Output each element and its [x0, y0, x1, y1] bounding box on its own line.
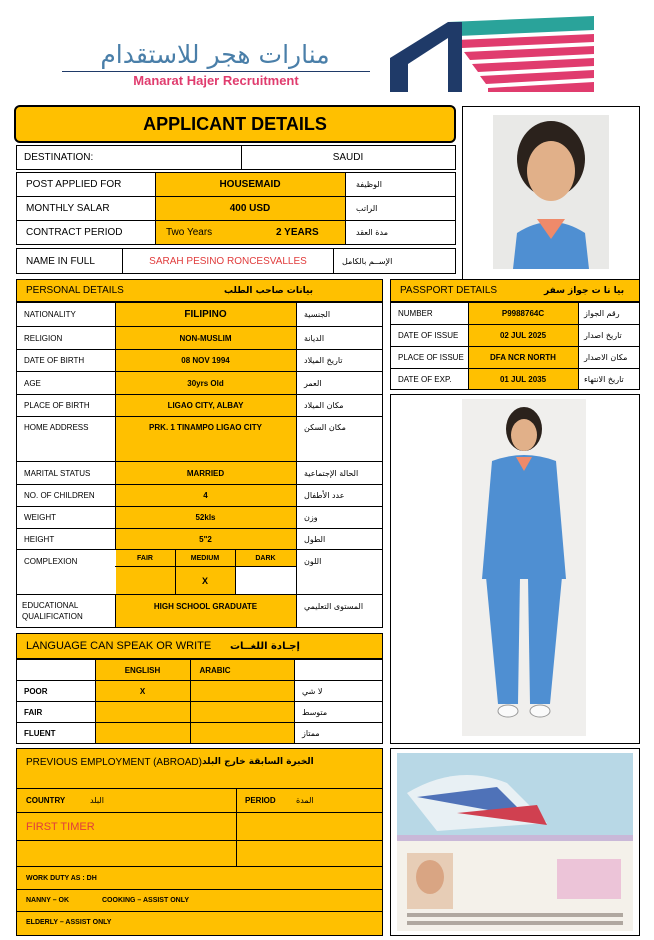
- personal-arabic-dob: تاريخ الميلاد: [304, 356, 343, 365]
- personal-value-weight: 52kls: [195, 513, 216, 522]
- page-title-text: APPLICANT DETAILS: [143, 113, 327, 134]
- personal-value-marital: MARRIED: [186, 468, 225, 478]
- passport-label-number: NUMBER: [398, 309, 433, 318]
- language-english-fluent: [95, 723, 190, 743]
- personal-label-age: AGE: [24, 378, 41, 388]
- passport-photo-frame: [390, 748, 640, 936]
- fullbody-photo-frame: [390, 394, 640, 744]
- personal-label-children: NO. OF CHILDREN: [24, 491, 95, 500]
- language-english-fair: [95, 702, 190, 722]
- job-label-contract: CONTRACT PERIOD: [26, 227, 123, 238]
- personal-label-dob: DATE OF BIRTH: [24, 356, 85, 365]
- employment-note-cooking: COOKING – ASSIST ONLY: [102, 897, 189, 904]
- personal-value-pob: LIGAO CITY, ALBAY: [167, 401, 244, 410]
- passport-value-place: DFA NCR NORTH: [490, 353, 556, 362]
- employment-country-arabic: البلد: [90, 796, 104, 805]
- job-value-salary: 400 USD: [229, 203, 271, 214]
- complexion-arabic: اللون: [304, 556, 322, 566]
- education-arabic: المستوى التعليمي: [304, 601, 364, 611]
- language-arabicmark-poor: [190, 681, 294, 701]
- language-col-english: ENGLISH: [124, 665, 161, 675]
- language-label-fluent: FLUENT: [24, 728, 56, 738]
- personal-value-children: 4: [203, 491, 208, 500]
- personal-label-pob: PLACE OF BIRTH: [24, 401, 90, 410]
- job-arabic-post: الوظيفة: [356, 180, 382, 189]
- complexion-label: COMPLEXION: [24, 556, 78, 566]
- personal-label-weight: WEIGHT: [24, 513, 56, 522]
- job-value-contract-2: 2 YEARS: [276, 227, 319, 238]
- passport-header-arabic: بيا نا ت جواز سفر: [544, 285, 625, 296]
- destination-label: DESTINATION:: [24, 152, 94, 163]
- personal-label-religion: RELIGION: [24, 333, 63, 343]
- employment-country-label: COUNTRY: [26, 796, 66, 805]
- employment-header-text: [22, 752, 382, 772]
- language-label-fair: FAIR: [24, 707, 43, 717]
- personal-value-religion: NON-MUSLIM: [179, 333, 232, 343]
- personal-label-address: HOME ADDRESS: [24, 422, 89, 432]
- personal-value-dob: 08 NOV 1994: [181, 356, 230, 365]
- complexion-mark-dark: [235, 567, 296, 594]
- passport-arabic-number: رقم الجواز: [584, 309, 620, 318]
- language-header-arabic: إجـادة اللغــات: [230, 640, 300, 652]
- logo-house-icon: [388, 8, 600, 94]
- portrait-photo: [493, 115, 609, 269]
- personal-label-height: HEIGHT: [24, 534, 55, 544]
- personal-arabic-height: الطول: [304, 534, 326, 544]
- logo-english: Manarat Hajer Recruitment: [133, 73, 299, 88]
- employment-first-entry: FIRST TIMER: [26, 820, 95, 833]
- passport-arabic-exp: تاريخ الانتهاء: [584, 374, 624, 384]
- language-arabic-fluent: ممتاز: [302, 728, 320, 738]
- job-arabic-contract: مدة العقد: [356, 228, 388, 237]
- passport-header-text: PASSPORT DETAILS: [400, 285, 498, 296]
- complexion-option-fair: FAIR: [137, 554, 153, 562]
- employment-note-duty: WORK DUTY AS : DH: [26, 874, 97, 882]
- passport-arabic-issue: تاريخ اصدار: [584, 331, 622, 340]
- logo-underline: [62, 71, 370, 72]
- employment-period-label: PERIOD: [245, 796, 276, 805]
- personal-arabic-pob: مكان الميلاد: [304, 401, 344, 410]
- personal-value-height: 5"2: [199, 534, 212, 544]
- personal-value-age: 30yrs Old: [187, 378, 224, 388]
- personal-arabic-age: العمر: [304, 378, 322, 388]
- personal-arabic-religion: الديانة: [304, 333, 325, 343]
- personal-arabic-address: مكان السكن: [304, 422, 346, 432]
- complexion-option-medium: MEDIUM: [190, 554, 220, 562]
- page-title: [14, 105, 456, 143]
- job-value-contract: Two Years: [166, 227, 213, 238]
- passport-value-exp: 01 JUL 2035: [499, 374, 547, 384]
- language-arabicmark-fluent: [190, 723, 294, 743]
- job-label-post: POST APPLIED FOR: [26, 179, 122, 190]
- personal-label-nationality: NATIONALITY: [24, 310, 76, 319]
- job-label-salary: MONTHLY SALAR: [26, 203, 110, 214]
- personal-value-nationality: FILIPINO: [184, 309, 227, 320]
- name-arabic: الإســم بالكامل: [342, 256, 393, 266]
- language-label-poor: POOR: [24, 686, 48, 696]
- employment-period-arabic: المدة: [296, 796, 314, 805]
- portrait-photo-frame: [462, 106, 640, 280]
- passport-label-place: PLACE OF ISSUE: [398, 353, 464, 362]
- passport-label-exp: DATE OF EXP.: [398, 374, 452, 384]
- job-arabic-salary: الراتب: [356, 204, 378, 213]
- name-label: NAME IN FULL: [26, 255, 95, 267]
- personal-arabic-weight: وزن: [304, 513, 318, 522]
- personal-label-marital: MARITAL STATUS: [24, 468, 91, 478]
- passport-value-issue: 02 JUL 2025: [499, 331, 547, 340]
- passport-scan-image: [397, 753, 633, 931]
- destination-value: SAUDI: [332, 152, 364, 163]
- language-english-poor: X: [139, 686, 146, 696]
- personal-header-text: PERSONAL DETAILS: [26, 285, 124, 296]
- employment-header-arabic: الخبرة السابقة خارج البلد: [201, 757, 314, 767]
- personal-value-address: PRK. 1 TINAMPO LIGAO CITY: [149, 422, 262, 432]
- language-arabic-fair: متوسط: [302, 707, 328, 717]
- logo-arabic: منارات هجر للاستقدام: [100, 40, 330, 69]
- complexion-option-dark: DARK: [255, 554, 276, 562]
- language-arabic-poor: لا شي: [302, 686, 323, 696]
- personal-arabic-nationality: الجنسية: [304, 310, 331, 319]
- language-arabicmark-fair: [190, 702, 294, 722]
- employment-note-elderly: ELDERLY – ASSIST ONLY: [26, 919, 112, 926]
- name-value: SARAH PESINO RONCESVALLES: [149, 255, 307, 267]
- employment-header-english: PREVIOUS EMPLOYMENT (ABROAD): [26, 756, 202, 768]
- personal-header-arabic: بيانات صاحب الطلب: [224, 285, 314, 296]
- employment-note-nanny: NANNY – OK: [26, 897, 70, 904]
- education-value: HIGH SCHOOL GRADUATE: [153, 601, 258, 611]
- personal-arabic-marital: الحالة الإجتماعية: [304, 468, 359, 478]
- passport-label-issue: DATE OF ISSUE: [398, 331, 459, 340]
- complexion-mark-fair: [115, 567, 175, 594]
- complexion-mark-medium: X: [201, 575, 208, 586]
- passport-arabic-place: مكان الاصدار: [584, 353, 628, 362]
- language-header-text: LANGUAGE CAN SPEAK OR WRITE: [26, 640, 212, 652]
- job-value-post: HOUSEMAID: [219, 179, 281, 190]
- language-col-arabic: ARABIC: [199, 665, 231, 675]
- passport-value-number: P9988764C: [501, 309, 545, 318]
- personal-arabic-children: عدد الأطفال: [304, 491, 345, 500]
- fullbody-photo: [462, 399, 586, 736]
- education-label: EDUCATIONAL QUALIFICATION: [22, 601, 83, 621]
